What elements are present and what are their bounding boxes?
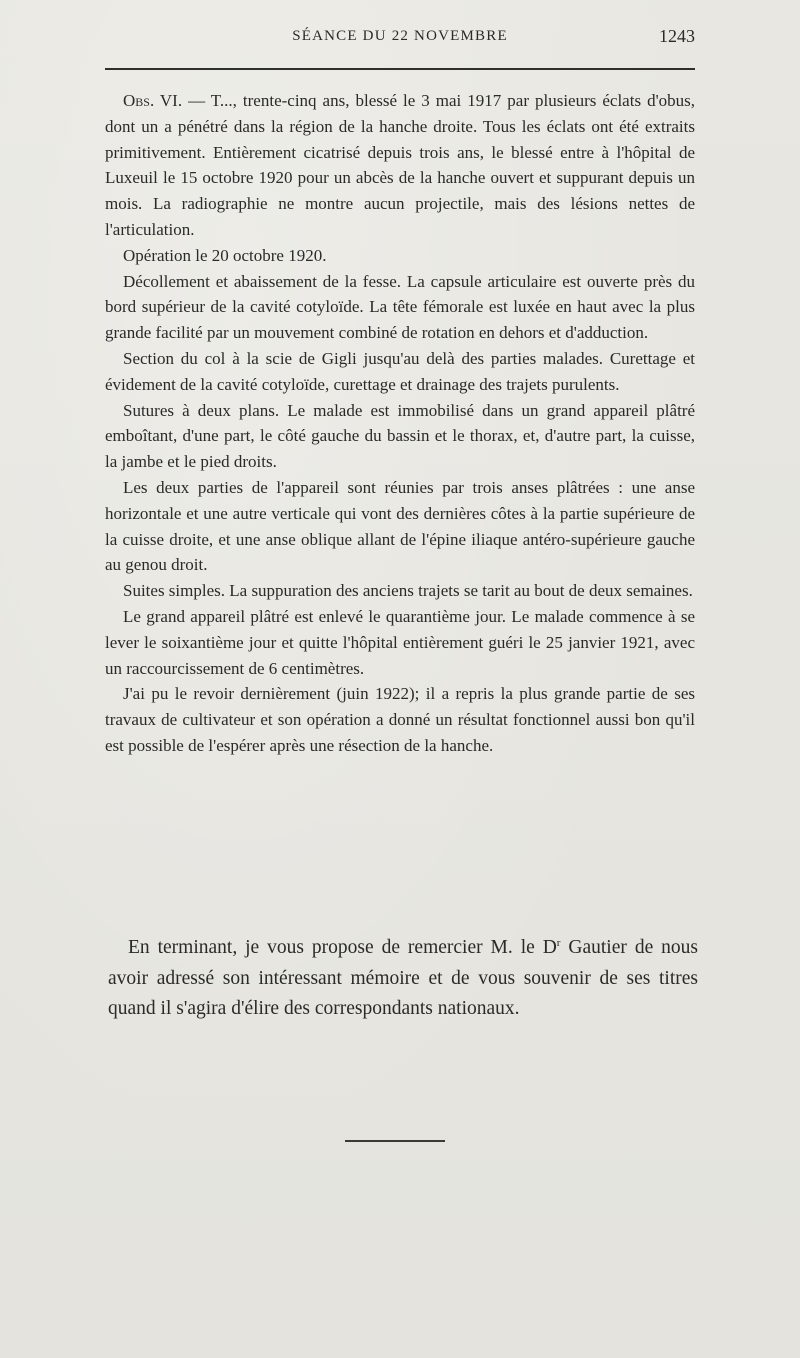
observation-paragraph-4: Section du col à la scie de Gigli jusqu'au delà des parties malades. Curettage et évidement de la cavité cotyloïde, curettage et drainage des trajets purulents. <box>105 348 695 394</box>
running-title: SÉANCE DU 22 NOVEMBRE <box>292 28 508 44</box>
observation-paragraph-3: Décollement et abaissement de la fesse. La capsule articulaire est ouverte près du bord supérieur de la cavité cotyloïde. La tête fémorale est luxée en haut avec la plus grande facilité par un mouvement combiné de rotation en dehors et d'adduction. <box>105 271 695 343</box>
page-number: 1243 <box>659 26 695 46</box>
doctor-abbrev-superscript: r <box>556 937 561 949</box>
conclusion-paragraph <box>108 928 698 1025</box>
conclusion-block <box>108 928 698 1025</box>
conclusion-text-start: En terminant, je vous propose de remercier M. le D <box>128 937 557 958</box>
observation-body <box>105 88 695 759</box>
observation-paragraph-9: J'ai pu le revoir dernièrement (juin 1922); il a repris la plus grande partie de ses travaux de cultivateur et son opération a donné un résultat fonctionnel aussi bon qu'il est possible de l'espérer après une résection de la hanche. <box>105 684 695 755</box>
observation-paragraph-7: Suites simples. La suppuration des anciens trajets se tarit au bout de deux semaines. <box>123 581 693 601</box>
header-rule <box>105 68 695 70</box>
conclusion-text-end: Gautier de nous avoir adressé son intéressant mémoire et de vous souvenir de ses titres quand il s'agira d'élire des correspondants nationaux. <box>108 937 698 1019</box>
observation-paragraph-8: Le grand appareil plâtré est enlevé le quarantième jour. Le malade commence à se lever le soixantième jour et quitte l'hôpital entièrement guéri le 25 janvier 1921, avec un raccourcissement de 6 centimètres. <box>105 606 695 678</box>
observation-paragraph-2: Opération le 20 octobre 1920. <box>123 245 327 265</box>
observation-paragraph-1-text: — T..., trente-cinq ans, blessé le 3 mai 1917 par plusieurs éclats d'obus, dont un a pénétré dans la région de la hanche droite. Tous les éclats ont été extraits primitivement. Entièrement cicatrisé depuis trois ans, le blessé entre à l'hôpital de Luxeuil le 15 octobre 1920 pour un abcès de la hanche ouvert et suppurant depuis un mois. La radiographie ne montre aucun projectile, mais des lésions nettes de l'articulation. <box>105 91 696 239</box>
observation-paragraph-1 <box>105 88 695 243</box>
page-header <box>105 24 695 54</box>
observation-paragraph-6: Les deux parties de l'appareil sont réunies par trois anses plâtrées : une anse horizontale et une autre verticale qui vont des dernières côtes à la partie supérieure de la cuisse droite, et une anse oblique allant de l'épine iliaque antéro-supérieure gauche au genou droit. <box>105 477 695 575</box>
closing-rule <box>345 1140 445 1142</box>
observation-heading: Obs. VI. <box>123 91 183 110</box>
observation-paragraph-5: Sutures à deux plans. Le malade est immobilisé dans un grand appareil plâtré emboîtant, d'une part, le côté gauche du bassin et le thorax, et, d'autre part, la cuisse, la jambe et le pied droits. <box>105 400 695 472</box>
